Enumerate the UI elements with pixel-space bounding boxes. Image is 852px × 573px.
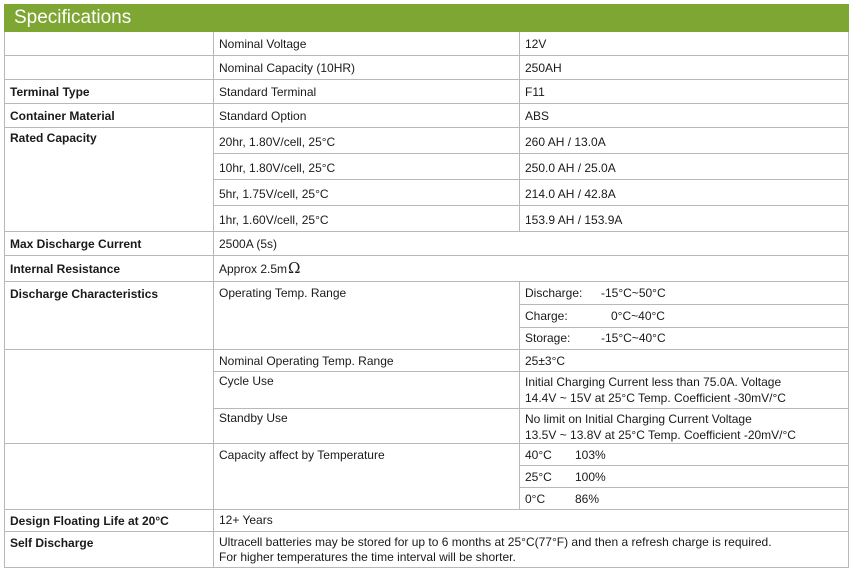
value-cell: 250.0 AH / 25.0A	[520, 154, 849, 180]
value-cell: 153.9 AH / 153.9A	[520, 206, 849, 232]
label-cell: Max Discharge Current	[4, 232, 214, 256]
value-line: Initial Charging Current less than 75.0A. Voltage	[525, 375, 782, 389]
ohm-symbol: Ω	[288, 259, 301, 277]
sub-value: -15°C~50°C	[601, 286, 666, 300]
value-cell	[520, 282, 849, 305]
value-cell: 12+ Years	[214, 510, 849, 532]
sub-key: Charge:	[525, 309, 568, 323]
sub-key: 40°C	[525, 448, 552, 462]
sub-key: Storage:	[525, 331, 571, 345]
sub-key: Discharge:	[525, 286, 583, 300]
value-cell: 2500A (5s)	[214, 232, 849, 256]
value-cell	[520, 305, 849, 328]
param-cell: Nominal Voltage	[214, 32, 520, 56]
param-cell: Nominal Capacity (10HR)	[214, 56, 520, 80]
label-cell: Self Discharge	[4, 532, 214, 568]
value-cell	[520, 466, 849, 488]
param-cell: Cycle Use	[214, 372, 520, 409]
param-cell: Nominal Operating Temp. Range	[214, 350, 520, 372]
sub-key: 25°C	[525, 470, 552, 484]
label-cell: Design Floating Life at 20°C	[4, 510, 214, 532]
param-cell: Standby Use	[214, 409, 520, 444]
sub-key: 0°C	[525, 492, 546, 506]
value-cell	[520, 372, 849, 409]
sub-value: -15°C~40°C	[601, 331, 666, 345]
label-cell: Discharge Characteristics	[4, 282, 214, 350]
label-cell: Container Material	[4, 104, 214, 128]
param-cell: 5hr, 1.75V/cell, 25°C	[214, 180, 520, 206]
blank-label-cell	[4, 350, 214, 444]
value-line: 14.4V ~ 15V at 25°C Temp. Coefficient -30mV/°C	[525, 391, 786, 405]
resistance-value: Approx 2.5m	[219, 262, 288, 276]
value-cell	[520, 409, 849, 444]
value-cell: 250AH	[520, 56, 849, 80]
param-cell: 20hr, 1.80V/cell, 25°C	[214, 128, 520, 154]
value-line: For higher temperatures the time interval will be shorter.	[219, 550, 516, 564]
blank-label-cell	[4, 32, 214, 56]
blank-label-cell	[4, 56, 214, 80]
label-cell: Terminal Type	[4, 80, 214, 104]
value-cell	[520, 328, 849, 350]
label-cell: Internal Resistance	[4, 256, 214, 282]
value-cell: ABS	[520, 104, 849, 128]
param-cell: 1hr, 1.60V/cell, 25°C	[214, 206, 520, 232]
value-cell: F11	[520, 80, 849, 104]
param-cell: Operating Temp. Range	[214, 282, 520, 350]
blank-label-cell	[4, 444, 214, 510]
value-cell	[520, 488, 849, 510]
value-cell	[214, 256, 849, 282]
param-cell: Standard Terminal	[214, 80, 520, 104]
label-cell: Rated Capacity	[4, 128, 214, 232]
section-title: Specifications	[14, 7, 132, 28]
section-header	[4, 4, 849, 32]
value-line: 13.5V ~ 13.8V at 25°C Temp. Coefficient -20mV/°C	[525, 428, 796, 442]
sub-value: 103%	[575, 448, 606, 462]
param-cell: Capacity affect by Temperature	[214, 444, 520, 510]
value-line: Ultracell batteries may be stored for up to 6 months at 25°C(77°F) and then a refresh charge is required.	[219, 535, 772, 549]
sub-value: 0°C~40°C	[611, 309, 665, 323]
sub-value: 86%	[575, 492, 600, 506]
param-cell: 10hr, 1.80V/cell, 25°C	[214, 154, 520, 180]
value-cell: 12V	[520, 32, 849, 56]
value-cell: 260 AH / 13.0A	[520, 128, 849, 154]
value-cell: 214.0 AH / 42.8A	[520, 180, 849, 206]
value-cell: 25±3°C	[520, 350, 849, 372]
value-cell	[214, 532, 849, 568]
sub-value: 100%	[575, 470, 606, 484]
value-cell	[520, 444, 849, 466]
param-cell: Standard Option	[214, 104, 520, 128]
value-line: No limit on Initial Charging Current Voltage	[525, 412, 752, 426]
